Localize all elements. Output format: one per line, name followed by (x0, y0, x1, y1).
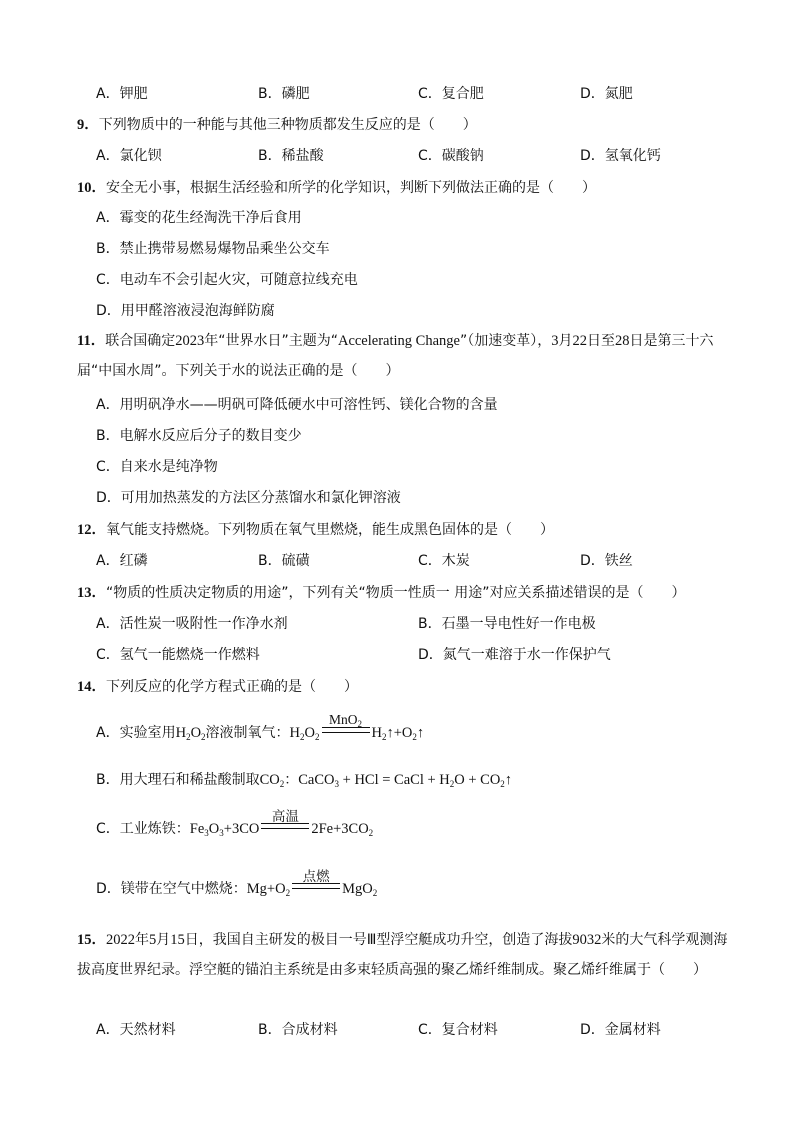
q11-option-d: D．可用加热蒸发的方法区分蒸馏水和氯化钾溶液 (96, 490, 401, 506)
date-value: 28 (614, 333, 630, 349)
q9-option-a: A．氯化钡 (96, 148, 162, 164)
q12-option-b: B．硫磺 (258, 553, 310, 569)
question-15 (77, 925, 737, 985)
reaction-condition (261, 809, 309, 837)
question-number: 13． (77, 585, 106, 601)
q11-option-a: A．用明矾净水——明矾可降低硬水中可溶性钙、镁化合物的含量 (96, 397, 498, 413)
q13-option-a: A．活性炭一吸附性一作净水剂 (96, 616, 288, 632)
formula-products: $2Fe+3CO_2$ (311, 821, 374, 838)
option-text: ： (284, 772, 299, 788)
date-value: 22 (572, 333, 587, 349)
year-value: 2022 (106, 932, 135, 948)
q9-option-c: C．碳酸钠 (418, 148, 484, 164)
q15-option-a: A．天然材料 (96, 1022, 176, 1038)
question-number: 14． (77, 679, 106, 695)
option-text: 溶液制氧气： (205, 725, 290, 741)
q13-option-b: B．石墨一导电性好一作电极 (418, 616, 596, 632)
day-value: 15 (170, 932, 185, 948)
option-label: B．用大理石和稀盐酸制取 (96, 772, 260, 788)
year-value: 2023 (175, 333, 205, 349)
question-text-part: 联合国确定 (105, 333, 176, 349)
option-label: A．实验室用 (96, 725, 176, 741)
question-10 (77, 176, 596, 197)
question-11 (77, 326, 737, 386)
question-text-part: 年 (135, 932, 149, 948)
q15-option-c: C．复合材料 (418, 1022, 498, 1038)
question-number: 15． (77, 932, 106, 948)
q8-option-a: A．钾肥 (96, 86, 148, 102)
question-14 (77, 675, 358, 696)
question-number: 10． (77, 180, 106, 196)
q8-option-d: D．氮肥 (580, 86, 633, 102)
formula-products: $H_2↑+O_2↑$ (371, 725, 425, 742)
q15-option-d: D．金属材料 (580, 1022, 661, 1038)
formula-products: MgO$_2$ (342, 881, 378, 898)
formula-reactants: $Mg+O_2$ (246, 881, 291, 898)
question-number: 11． (77, 333, 106, 349)
q9-option-b: B．稀盐酸 (258, 148, 324, 164)
question-text-part: 日至 (586, 333, 615, 349)
question-text: “物质的性质决定物质的用途”，下列有关“物质一性质一 用途”对应关系描述错误的是（ ） (106, 585, 686, 601)
catalyst-label: MnO$_2$ (329, 712, 363, 729)
question-12 (77, 518, 554, 539)
question-text-part: 日是第三十六届“中国水周”。下列关于水的说法正确的是（ ） (77, 333, 714, 379)
question-text-part: 日，我国自主研发的极目一号Ⅲ型浮空艇成功升空，创造了海拔 (184, 932, 573, 948)
formula-h2o2: $H_2O_2$ (289, 725, 320, 742)
condition-label: 高温 (271, 809, 299, 825)
question-text-part: 月 (558, 333, 573, 349)
q13-option-c: C．氢气一能燃烧一作燃料 (96, 647, 260, 663)
question-text-part: ”（加速变革）， (459, 333, 552, 349)
q10-option-b: B．禁止携带易燃易爆物品乘坐公交车 (96, 241, 330, 257)
question-text: 下列反应的化学方程式正确的是（ ） (106, 679, 358, 695)
question-text-part: 月 (156, 932, 171, 948)
q9-option-d: D．氢氧化钙 (580, 148, 661, 164)
question-text: 下列物质中的一种能与其他三种物质都发生反应的是（ ） (98, 117, 477, 133)
option-label: D．镁带在空气中燃烧： (96, 881, 247, 897)
question-number: 12． (77, 522, 106, 538)
q13-option-d: D．氮气一难溶于水一作保护气 (418, 647, 611, 663)
q11-option-c: C．自来水是纯净物 (96, 459, 218, 475)
question-13 (77, 581, 685, 602)
theme-text: Accelerating Change (337, 333, 460, 349)
formula-equation: CaCO$_3$ + HCl = CaCl + $H_2O$ + $CO_2↑$ (298, 772, 513, 789)
question-text: 氧气能支持燃烧。下列物质在氧气里燃烧，能生成黑色固体的是（ ） (106, 522, 554, 538)
question-9 (77, 113, 477, 134)
q14-option-b (96, 769, 512, 789)
q14-option-a (96, 712, 425, 742)
q10-option-d: D．用甲醛溶液浸泡海鲜防腐 (96, 303, 275, 319)
q12-option-a: A．红磷 (96, 553, 148, 569)
q10-option-a: A．霉变的花生经淘洗干净后食用 (96, 210, 302, 226)
q15-option-b: B．合成材料 (258, 1022, 338, 1038)
question-text: 安全无小事，根据生活经验和所学的化学知识，判断下列做法正确的是（ ） (106, 180, 596, 196)
q8-option-b: B．磷肥 (258, 86, 310, 102)
q8-option-c: C．复合肥 (418, 86, 484, 102)
question-text-part: 米的大气科学观测海拔高度世界纪录。浮空艇的锚泊主系统是由多束轻质高强的聚乙烯纤维制成。聚乙烯纤维属于（ ） (77, 932, 728, 978)
formula-co2: $CO_2$ (259, 772, 285, 789)
formula-h2o2: $H_2O_2$ (175, 725, 206, 742)
question-number: 9． (77, 117, 99, 133)
date-value: 3 (551, 333, 559, 349)
q11-option-b: B．电解水反应后分子的数目变少 (96, 428, 302, 444)
q14-option-c (96, 809, 374, 838)
formula-reactants: $Fe_3O_3+3CO$ (189, 821, 260, 838)
height-value: 9032 (572, 932, 602, 948)
question-text-part: 年“世界水日”主题为“ (204, 333, 338, 349)
month-value: 5 (149, 932, 157, 948)
q12-option-d: D．铁丝 (580, 553, 633, 569)
option-label: C．工业炼铁： (96, 821, 190, 837)
reaction-condition (292, 869, 340, 897)
q14-option-d (96, 869, 378, 898)
q12-option-c: C．木炭 (418, 553, 470, 569)
condition-label: 点燃 (302, 869, 330, 885)
reaction-condition (322, 712, 370, 741)
q10-option-c: C．电动车不会引起火灾，可随意拉线充电 (96, 272, 358, 288)
